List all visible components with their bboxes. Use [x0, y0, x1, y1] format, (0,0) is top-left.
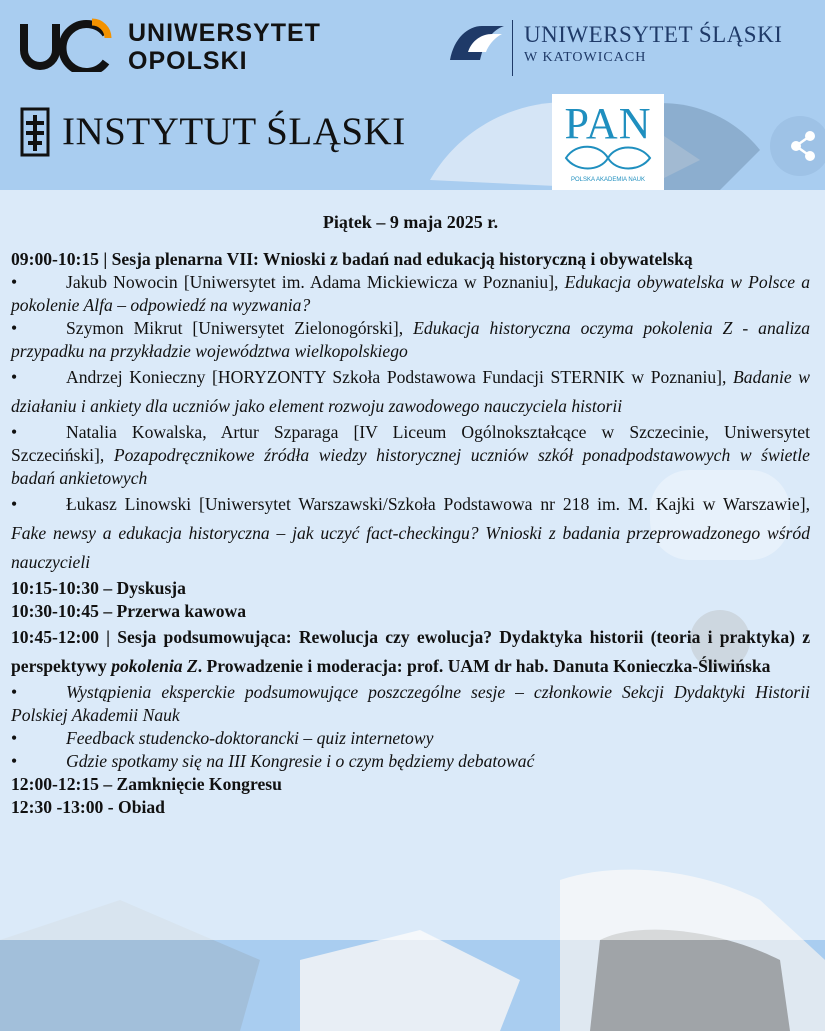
- bullet: •: [11, 318, 18, 338]
- uo-monogram-icon: [20, 16, 120, 72]
- summary-session-title: 10:45-12:00 | Sesja podsumowująca: Rewolucja czy ewolucja? Dydaktyka historii (teoria i praktyka) z perspektywy: [11, 627, 810, 676]
- list-item: [11, 363, 810, 421]
- list-item: [11, 421, 810, 490]
- talk-title: Edukacja historyczna oczyma pokolenia Z - analiza przypadku na przykładzie województwa wielkopolskiego: [11, 318, 810, 361]
- program-panel: [0, 190, 825, 940]
- uo-logo-line1: UNIWERSYTET: [128, 19, 321, 47]
- summary-item: Feedback studencko-doktorancki – quiz internetowy: [66, 728, 434, 748]
- us-logo-name: UNIWERSYTET ŚLĄSKI: [524, 22, 783, 47]
- us-emblem-icon: [448, 22, 506, 62]
- session-time: 09:00-10:15: [11, 249, 99, 269]
- us-logo-divider: [512, 20, 513, 76]
- bullet: •: [11, 367, 18, 387]
- lunch-row: 12:30 -13:00 - Obiad: [11, 797, 165, 817]
- list-item: [11, 271, 810, 317]
- uniwersytet-opolski-logo: [20, 16, 320, 76]
- instytut-emblem-icon: [16, 107, 54, 157]
- summary-item: Gdzie spotkamy się na III Kongresie i o czym będziemy debatować: [66, 751, 535, 771]
- session-heading: [11, 248, 810, 271]
- instytut-slaski-logo: [16, 103, 406, 163]
- uo-logo-text: [128, 19, 321, 75]
- coffee-break-row: 10:30-10:45 – Przerwa kawowa: [11, 601, 247, 621]
- bullet: •: [11, 422, 18, 442]
- summary-item: Wystąpienia eksperckie podsumowujące poszczególne sesje – członkowie Sekcji Dydaktyki Historii Polskiej Akademii Nauk: [11, 682, 810, 725]
- us-logo-city: W KATOWICACH: [524, 50, 647, 65]
- pan-logo-caption: POLSKA AKADEMIA NAUK: [570, 177, 646, 183]
- program-content: [11, 210, 810, 819]
- speaker: Jakub Nowocin [Uniwersytet im. Adama Mickiewicza w Poznaniu],: [66, 272, 559, 292]
- closing-row: 12:00-12:15 – Zamknięcie Kongresu: [11, 774, 282, 794]
- session-title: Sesja plenarna VII: Wnioski z badań nad edukacją historyczną i obywatelską: [111, 249, 693, 269]
- bullet: •: [11, 751, 18, 771]
- bullet: •: [11, 728, 18, 748]
- speaker: Szymon Mikrut [Uniwersytet Zielonogórski],: [66, 318, 404, 338]
- uniwersytet-slaski-logo: [448, 16, 798, 80]
- speaker: Łukasz Linowski [Uniwersytet Warszawski/Szkoła Podstawowa nr 218 im. M. Kajki w Warszawie],: [66, 494, 810, 514]
- talk-title: Fake newsy a edukacja historyczna – jak uczyć fact-checkingu? Wnioski z badania przeprowadzonego wśród nauczycieli: [11, 523, 810, 572]
- day-heading: Piątek – 9 maja 2025 r.: [322, 212, 499, 232]
- discussion-row: 10:15-10:30 – Dyskusja: [11, 578, 186, 598]
- list-item: [11, 490, 810, 577]
- speaker: Natalia Kowalska, Artur Szparaga [IV Liceum Ogólnokształcące w Szczecinie, Uniwersytet Szczeciński],: [11, 422, 810, 465]
- instytut-logo-text: INSTYTUT ŚLĄSKI: [62, 110, 406, 153]
- bullet: •: [11, 272, 18, 292]
- talk-title: Pozapodręcznikowe źródła wiedzy historycznej uczniów szkół ponadpodstawowych w świetle badań ankietowych: [11, 445, 810, 488]
- summary-session-heading: [11, 623, 810, 681]
- list-item: [11, 750, 810, 773]
- summary-session-italic: pokolenia Z: [111, 656, 198, 676]
- talk-title: Edukacja obywatelska w Polsce a pokolenie Alfa – odpowiedź na wyzwania?: [11, 272, 810, 315]
- list-item: [11, 317, 810, 363]
- share-icon: [770, 116, 825, 176]
- pan-logo: [552, 94, 664, 190]
- bullet: •: [11, 682, 18, 702]
- share-button[interactable]: [770, 116, 825, 176]
- pan-logo-text: PAN: [564, 99, 652, 148]
- pan-swirl-icon: [556, 140, 660, 174]
- summary-session-moderation: . Prowadzenie i moderacja: prof. UAM dr hab. Danuta Konieczka-Śliwińska: [197, 656, 771, 676]
- uo-logo-line2: OPOLSKI: [128, 47, 248, 75]
- list-item: [11, 727, 810, 750]
- list-item: [11, 681, 810, 727]
- talk-title: Badanie w działaniu i ankiety dla uczniów jako element rozwoju zawodowego nauczyciela historii: [11, 367, 810, 416]
- bullet: •: [11, 494, 18, 514]
- speaker: Andrzej Konieczny [HORYZONTY Szkoła Podstawowa Fundacji STERNIK w Poznaniu],: [66, 367, 727, 387]
- session-separator: |: [98, 249, 112, 269]
